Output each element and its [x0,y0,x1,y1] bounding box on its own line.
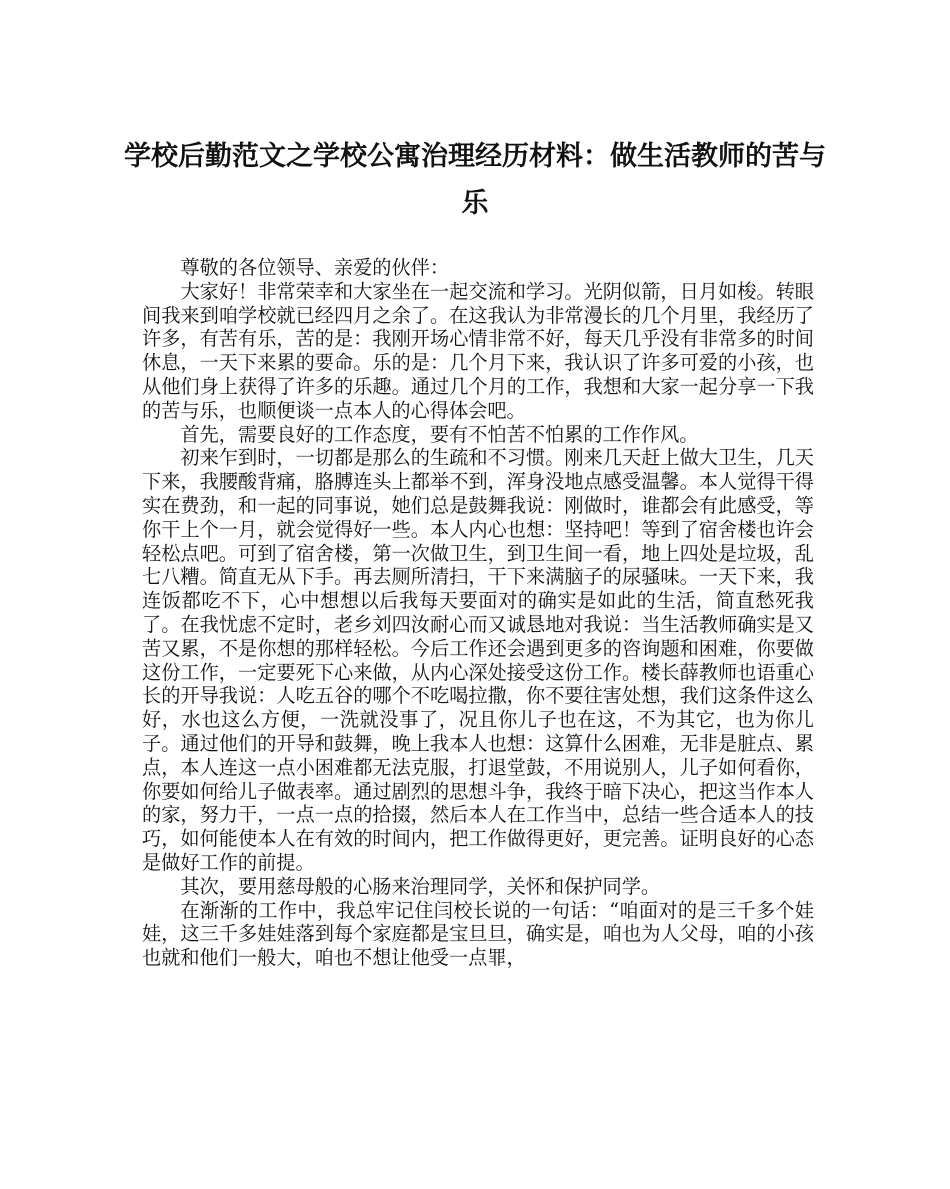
document-body [142,256,814,970]
body-paragraph: 初来乍到时，一切都是那么的生疏和不习惯。刚来几天赶上做大卫生，几天下来，我腰酸背痛，胳膊连头上都举不到，浑身没地点感受温馨。本人觉得干得实在费劲，和一起的同事说，她们总是鼓舞我说：刚做时，谁都会有此感受，等你干上个一月，就会觉得好一些。本人内心也想：坚持吧！等到了宿舍楼也许会轻松点吧。可到了宿舍楼，第一次做卫生，到卫生间一看，地上四处是垃圾，乱七八糟。简直无从下手。再去厕所清扫，干下来满脑子的尿骚味。一天下来，我连饭都吃不下，心中想想以后我每天要面对的确实是如此的生活，简直愁死我了。在我忧虑不定时，老乡刘四汝耐心而又诚恳地对我说：当生活教师确实是又苦又累，不是你想的那样轻松。今后工作还会遇到更多的咨询题和困难，你要做这份工作，一定要死下心来做，从内心深处接受这份工作。楼长薛教师也语重心长的开导我说：人吃五谷的哪个不吃喝拉撒，你不要往害处想，我们这条件这么好，水也这么方便，一洗就没事了，况且你儿子也在这，不为其它，也为你儿子。通过他们的开导和鼓舞，晚上我本人也想：这算什么困难，无非是脏点、累点，本人连这一点小困难都无法克服，打退堂鼓，不用说别人，儿子如何看你，你要如何给儿子做表率。通过剧烈的思想斗争，我终于暗下决心，把这当作本人的家，努力干，一点一点的拾掇，然后本人在工作当中，总结一些合适本人的技巧，如何能使本人在有效的时间内，把工作做得更好，更完善。证明良好的心态是做好工作的前提。 [142,446,814,874]
body-paragraph: 大家好！非常荣幸和大家坐在一起交流和学习。光阴似箭，日月如梭。转眼间我来到咱学校就已经四月之余了。在这我认为非常漫长的几个月里，我经历了许多，有苦有乐，苦的是：我刚开场心情非常不好，每天几乎没有非常多的时间休息，一天下来累的要命。乐的是：几个月下来，我认识了许多可爱的小孩，也从他们身上获得了许多的乐趣。通过几个月的工作，我想和大家一起分享一下我的苦与乐，也顺便谈一点本人的心得体会吧。 [142,279,814,422]
section-heading-paragraph: 首先，需要良好的工作态度，要有不怕苦不怕累的工作作风。 [180,422,699,446]
body-paragraph: 在渐渐的工作中，我总牢记住闫校长说的一句话：“咱面对的是三千多个娃娃，这三千多娃娃落到每个家庭都是宝旦旦，确实是，咱也为人父母，咱的小孩也就和他们一般大，咱也不想让他受一点罪， [142,898,814,970]
document-title: 学校后勤范文之学校公寓治理经历材料：做生活教师的苦与乐 [124,141,826,219]
section-heading-paragraph: 其次，要用慈母般的心肠来治理同学，关怀和保护同学。 [180,874,661,898]
salutation-paragraph: 尊敬的各位领导、亲爱的伙伴： [180,256,450,279]
